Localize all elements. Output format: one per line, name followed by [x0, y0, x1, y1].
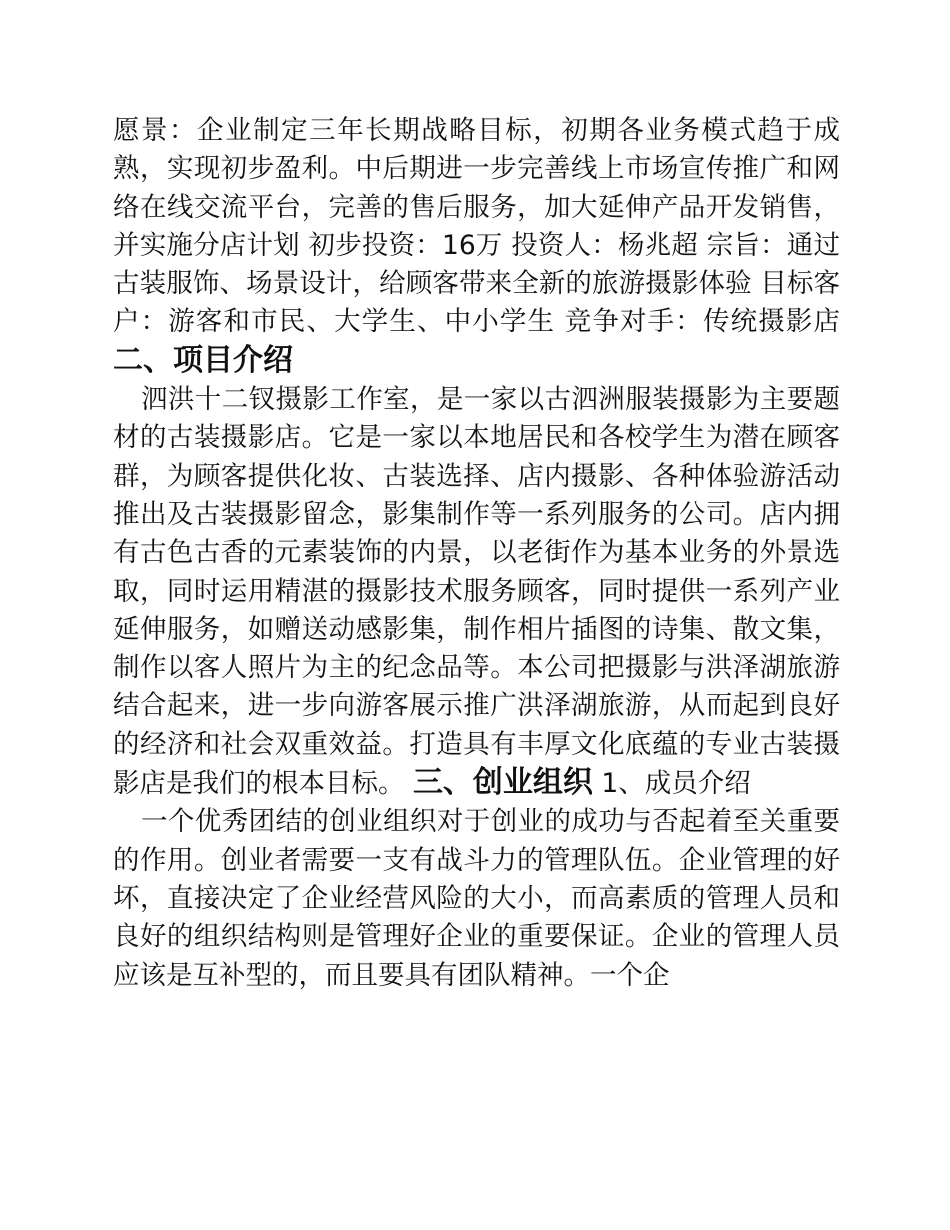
section-heading-project-intro: 二、项目介绍	[113, 342, 293, 378]
document-page	[113, 112, 840, 995]
project-intro-text: 泗洪十二钗摄影工作室，是一家以古泗洲服装摄影为主要题材的古装摄影店。它是一家以本地居民和各校学生为潜在顾客群，为顾客提供化妆、古装选择、店内摄影、各种体验游活动推出及古装摄影留念，影集制作等一系列服务的公司。店内拥有古色古香的元素装饰的内景，以老街作为基本业务的外景选取，同时运用精湛的摄影技术服务顾客，同时提供一系列产业延伸服务，如赠送动感影集，制作相片插图的诗集、散文集，制作以客人照片为主的纪念品等。本公司把摄影与洪泽湖旅游结合起来，进一步向游客展示推广洪泽湖旅游，从而起到良好的经济和社会双重效益。打造具有丰厚文化底蕴的专业古装摄影店是我们的根本目标。	[113, 384, 840, 800]
project-intro-paragraph	[113, 381, 840, 803]
subsection-heading-members: 1、成员介绍	[601, 768, 751, 800]
vision-paragraph	[113, 112, 840, 381]
vision-text: 愿景：企业制定三年长期战略目标，初期各业务模式趋于成熟，实现初步盈利。中后期进一步完善线上市场宣传推广和网络在线交流平台，完善的售后服务，加大延伸产品开发销售，并实施分店计划 初步投资：16万 投资人：杨兆超 宗旨：通过古装服饰、场景设计，给顾客带来全新的旅游摄影体验 目标客户：游客和市民、大学生、中小学生 竞争对手：传统摄影店	[113, 115, 840, 338]
startup-org-paragraph	[113, 803, 840, 994]
section-heading-startup-org: 三、创业组织	[412, 765, 593, 801]
startup-org-text: 一个优秀团结的创业组织对于创业的成功与否起着至关重要的作用。创业者需要一支有战斗力的管理队伍。企业管理的好坏，直接决定了企业经营风险的大小，而高素质的管理人员和良好的组织结构则是管理好企业的重要保证。企业的管理人员应该是互补型的，而且要具有团队精神。一个企	[113, 806, 840, 991]
